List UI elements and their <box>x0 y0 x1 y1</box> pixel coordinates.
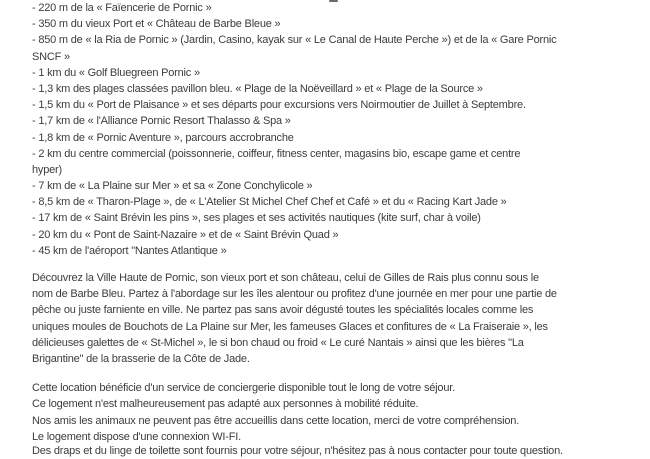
practical-info <box>32 380 620 445</box>
distance-line: - 1,8 km de « Pornic Aventure », parcours accrobranche <box>32 131 294 144</box>
distance-line: - 8,5 km de « Tharon-Plage », de « L'Atelier St Michel Chef Chef et Café » et du « Racing Kart Jade » <box>32 196 507 209</box>
distance-line: - 45 km de l'aéroport "Nantes Atlantique » <box>32 244 227 257</box>
description-line: pêche ou juste farniente en ville. Ne partez pas sans avoir dégusté toutes les spécialités locales comme les <box>32 304 534 317</box>
distance-line: - 1,3 km des plages classées pavillon bleu. « Plage de la Noëveillard » et « Plage de la Source » <box>32 82 483 95</box>
distance-line: - 220 m de la « Faïencerie de Pornic » <box>32 2 212 14</box>
clipped-text-line-bottom <box>32 443 620 459</box>
distance-line: - 850 m de « la Ria de Pornic » (Jardin, Casino, kayak sur « Le Canal de Haute Perche ») et de la « Gare Pornic <box>32 34 557 47</box>
distances-list <box>32 0 620 259</box>
distance-line: - 1,7 km de « l'Alliance Pornic Resort Thalasso & Spa » <box>32 115 291 128</box>
distance-line: - 20 km du « Pont de Saint-Nazaire » et de « Saint Brévin Quad » <box>32 228 339 241</box>
info-line: Nos amis les animaux ne peuvent pas être accueillis dans cette location, merci de votre compréhension. <box>32 414 520 427</box>
clipped-line: Des draps et du linge de toilette sont fournis pour votre séjour, n'hésitez pas à nous contacter pour toute question. <box>32 444 563 457</box>
distance-line: - 2 km du centre commercial (poissonnerie, coiffeur, fitness center, magasins bio, escape game et centre <box>32 147 521 160</box>
clipped-text-fragment-top <box>329 0 338 2</box>
distance-line: - 350 m du vieux Port et « Château de Barbe Bleue » <box>32 18 281 31</box>
info-line: Cette location bénéficie d'un service de conciergerie disponible tout le long de votre séjour. <box>32 382 455 395</box>
info-line: Ce logement n'est malheureusement pas adapté aux personnes à mobilité réduite. <box>32 398 419 411</box>
distance-line: - 7 km de « La Plaine sur Mer » et sa « Zone Conchylicole » <box>32 180 313 193</box>
description-paragraph <box>32 270 620 367</box>
info-line: Le logement dispose d'une connexion WI-FI. <box>32 430 241 443</box>
distance-line: - 1,5 km du « Port de Plaisance » et ses départs pour excursions vers Noirmoutier de Juillet à Septembre. <box>32 99 526 112</box>
description-line: délicieuses galettes de « St-Michel », le si bon chaud ou froid « Le curé Nantais » ainsi que les bières "La <box>32 336 524 349</box>
description-line: Brigantine" de la brasserie de la Côte de Jade. <box>32 352 250 365</box>
distance-line: - 17 km de « Saint Brévin les pins », ses plages et ses activités nautiques (kite surf, char à voile) <box>32 212 481 225</box>
description-line: nom de Barbe Bleu. Partez à l'abordage sur les îles alentour ou profitez d'une journée en mer pour une partie de <box>32 288 557 301</box>
description-line: Découvrez la Ville Haute de Pornic, son vieux port et son château, celui de Gilles de Rais plus connu sous le <box>32 272 539 284</box>
distance-line: hyper) <box>32 163 62 176</box>
distance-line: - 1 km du « Golf Bluegreen Pornic » <box>32 66 200 79</box>
distance-line: SNCF » <box>32 50 70 63</box>
description-line: uniques moules de Bouchots de La Plaine sur Mer, les fameuses Glaces et confitures de « La Fraiseraie », les <box>32 320 548 333</box>
